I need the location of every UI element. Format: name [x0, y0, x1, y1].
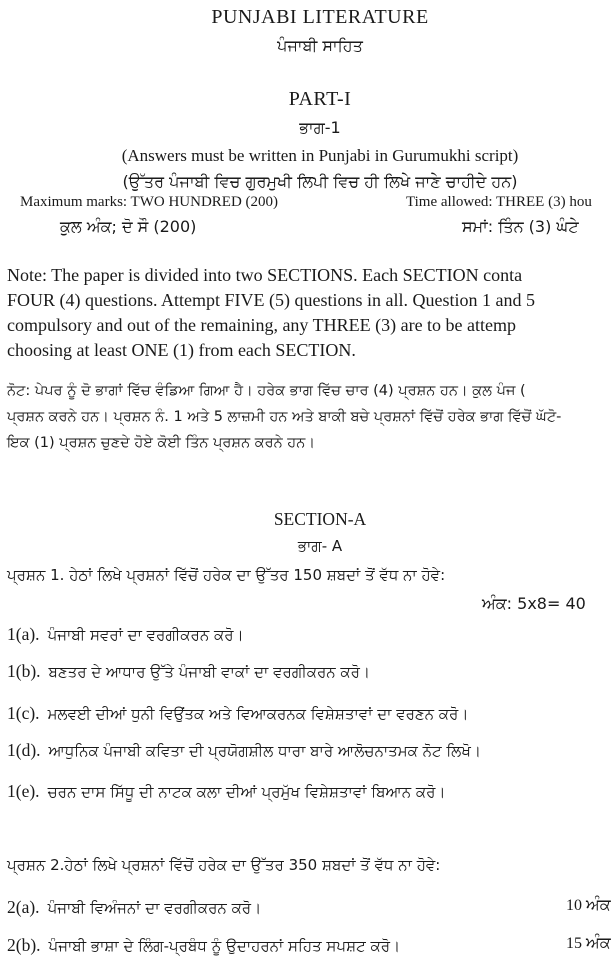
- item-number: 1(a).: [7, 624, 40, 644]
- answer-instruction-punjabi: (ਉੱਤਰ ਪੰਜਾਬੀ ਵਿਚ ਗੁਰਮੁਖੀ ਲਿਪੀ ਵਿਚ ਹੀ ਲਿਖੇ ਜਾਣੇ ਚਾਹੀਦੇ ਹਨ): [122, 172, 518, 191]
- item-text: ਆਧੁਨਿਕ ਪੰਜਾਬੀ ਕਵਿਤਾ ਦੀ ਪ੍ਰਯੋਗਸ਼ੀਲ ਧਾਰਾ ਬਾਰੇ ਆਲੋਚਨਾਤਮਕ ਨੋਟ ਲਿਖੋ।: [48, 742, 481, 760]
- item-text: ਬਣਤਰ ਦੇ ਆਧਾਰ ਉੱਤੇ ਪੰਜਾਬੀ ਵਾਕਾਂ ਦਾ ਵਰਗੀਕਰਨ ਕਰੋ।: [48, 663, 371, 681]
- item-marks-label: 10 ਅੰਕ: [566, 897, 611, 914]
- question-2-prompt: ਪ੍ਰਸ਼ਨ 2.ਹੇਠਾਂ ਲਿਖੇ ਪ੍ਰਸ਼ਨਾਂ ਵਿੱਚੋਂ ਹਰੇਕ ਦਾ ਉੱਤਰ 350 ਸ਼ਬਦਾਂ ਤੋਂ ਵੱਧ ਨਾ ਹੋਵੇ:: [7, 856, 441, 874]
- time-allowed: Time allowed: THREE (3) hou: [406, 194, 592, 210]
- question-1-prompt: ਪ੍ਰਸ਼ਨ 1. ਹੇਠਾਂ ਲਿਖੇ ਪ੍ਰਸ਼ਨਾਂ ਵਿੱਚੋਂ ਹਰੇਕ ਦਾ ਉੱਤਰ 150 ਸ਼ਬਦਾਂ ਤੋਂ ਵੱਧ ਨਾ ਹੋਵੇ:: [7, 566, 446, 584]
- item-number: 1(c).: [7, 703, 40, 723]
- section-heading: SECTION-A: [273, 509, 367, 529]
- item-marks-label: 15 ਅੰਕ: [566, 935, 611, 952]
- item-text: ਪੰਜਾਬੀ ਵਿਅੰਜਨਾਂ ਦਾ ਵਰਗੀਕਰਨ ਕਰੋ।: [47, 899, 262, 917]
- item-text: ਪੰਜਾਬੀ ਭਾਸ਼ਾ ਦੇ ਲਿੰਗ-ਪ੍ਰਬੰਧ ਨੂੰ ਉਦਾਹਰਨਾਂ ਸਹਿਤ ਸਪਸ਼ਟ ਕਰੋ।: [48, 937, 401, 955]
- answer-instruction: (Answers must be written in Punjabi in Gurumukhi script): [121, 146, 519, 165]
- list-item: [7, 897, 261, 918]
- note-line-punjabi: ਇਕ (1) ਪ੍ਰਸ਼ਨ ਚੁਣਦੇ ਹੋਏ ਕੋਈ ਤਿੰਨ ਪ੍ਰਸ਼ਨ ਕਰਨੇ ਹਨ।: [7, 435, 316, 451]
- item-text: ਮਲਵਈ ਦੀਆਂ ਧੁਨੀ ਵਿਉਂਤਕ ਅਤੇ ਵਿਆਕਰਨਕ ਵਿਸ਼ੇਸ਼ਤਾਵਾਂ ਦਾ ਵਰਣਨ ਕਰੋ।: [47, 705, 469, 723]
- maximum-marks: Maximum marks: TWO HUNDRED (200): [20, 194, 279, 210]
- question-1-marks: ਅੰਕ: 5x8= 40: [482, 594, 586, 613]
- item-text: ਪੰਜਾਬੀ ਸਵਰਾਂ ਦਾ ਵਰਗੀਕਰਨ ਕਰੋ।: [47, 626, 244, 644]
- part-heading: PART-I: [288, 88, 352, 110]
- time-allowed-punjabi: ਸਮਾਂ: ਤਿੰਨ (3) ਘੰਟੇ: [462, 217, 579, 236]
- note-line-punjabi: ਪ੍ਰਸ਼ਨ ਕਰਨੇ ਹਨ। ਪ੍ਰਸ਼ਨ ਨੰ. 1 ਅਤੇ 5 ਲਾਜ਼ਮੀ ਹਨ ਅਤੇ ਬਾਕੀ ਬਚੇ ਪ੍ਰਸ਼ਨਾਂ ਵਿੱਚੋਂ ਹਰੇਕ ਭਾਗ ਵਿੱਚੋਂ ਘੱਟੋ-: [7, 409, 562, 425]
- item-marks: [566, 935, 611, 953]
- item-text: ਚਰਨ ਦਾਸ ਸਿੱਧੂ ਦੀ ਨਾਟਕ ਕਲਾ ਦੀਆਂ ਪ੍ਰਮੁੱਖ ਵਿਸ਼ੇਸ਼ਤਾਵਾਂ ਬਿਆਨ ਕਰੋ।: [47, 783, 446, 801]
- maximum-marks-punjabi: ਕੁਲ ਅੰਕ; ਦੋ ਸੌ (200): [60, 217, 197, 236]
- note-line: choosing at least ONE (1) from each SECTION.: [7, 340, 356, 360]
- item-number: 1(d).: [7, 740, 41, 760]
- paper-title-punjabi: ਪੰਜਾਬੀ ਸਾਹਿਤ: [277, 36, 363, 55]
- list-item: [7, 624, 244, 645]
- item-number: 2(b).: [7, 935, 41, 955]
- note-line: compulsory and out of the remaining, any THREE (3) are to be attemp: [7, 315, 517, 335]
- part-heading-punjabi: ਭਾਗ-1: [299, 118, 341, 137]
- list-item: [7, 661, 370, 682]
- item-number: 1(e).: [7, 781, 40, 801]
- item-marks: [566, 897, 611, 915]
- section-heading-punjabi: ਭਾਗ- A: [297, 537, 343, 555]
- note-line-punjabi: ਨੋਟ: ਪੇਪਰ ਨੂੰ ਦੋ ਭਾਗਾਂ ਵਿੱਚ ਵੰਡਿਆ ਗਿਆ ਹੈ। ਹਰੇਕ ਭਾਗ ਵਿੱਚ ਚਾਰ (4) ਪ੍ਰਸ਼ਨ ਹਨ। ਕੁਲ ਪੰਜ (: [7, 383, 526, 399]
- list-item: [7, 781, 446, 802]
- paper-title: PUNJABI LITERATURE: [211, 6, 429, 28]
- item-number: 2(a).: [7, 897, 40, 917]
- note-line: FOUR (4) questions. Attempt FIVE (5) questions in all. Question 1 and 5: [7, 290, 535, 310]
- list-item: [7, 703, 468, 724]
- note-line: Note: The paper is divided into two SECTIONS. Each SECTION conta: [7, 265, 523, 285]
- item-number: 1(b).: [7, 661, 41, 681]
- list-item: [7, 740, 481, 761]
- list-item: [7, 935, 400, 956]
